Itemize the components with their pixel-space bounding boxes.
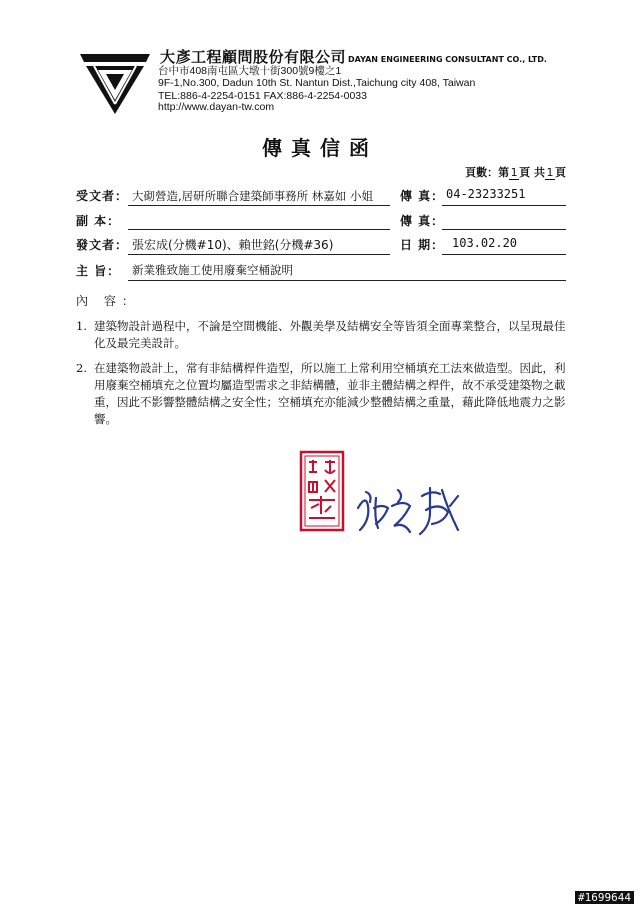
- sender-value: 張宏成(分機#10)、賴世銘(分機#36): [132, 238, 334, 252]
- company-contact: TEL:886-4-2254-0151 FAX:886-4-2254-0033: [158, 90, 367, 102]
- recipient-label: 受文者：: [76, 189, 129, 203]
- date-label: 日 期：: [400, 238, 445, 252]
- content-item-number: 1.: [76, 319, 87, 333]
- page-count-suffix: 頁: [555, 166, 566, 179]
- recipient-value: 大砌營造,居研所聯合建築師事務所 林嘉如 小姐: [132, 189, 373, 203]
- company-name-zh: 大彥工程顧問股份有限公司: [160, 48, 347, 66]
- date-underline: [442, 254, 566, 255]
- company-name-en: DAYAN ENGINEERING CONSULTANT CO., LTD.: [348, 55, 547, 64]
- page-current: 1: [510, 166, 518, 179]
- company-logo-icon: [80, 44, 150, 116]
- company-address-en: 9F-1,No.300, Dadun 10th St. Nantun Dist.,Taichung city 408, Taiwan: [158, 77, 476, 89]
- sender-underline: [128, 254, 390, 255]
- cc-label: 副 本：: [76, 214, 121, 228]
- content-item-text: 在建築物設計上，常有非結構桿件造型，所以施工上常利用空桶填充工法來做造型。因此，利用廢棄空桶填充之位置均屬造型需求之非結構體，並非主體結構之桿件，故不承受建築物之載重，因此不影響整體結構之安全性；空桶填充亦能減少整體結構之重量，藉此降低地震力之影響。: [94, 361, 566, 426]
- page-count-middle: 頁 共: [519, 166, 545, 179]
- sender-label: 發文者：: [76, 238, 129, 252]
- subject-underline: [128, 280, 566, 281]
- document-title: 傳真信函: [262, 136, 378, 160]
- subject-value: 新業雅致施工使用廢棄空桶說明: [132, 263, 293, 277]
- content-item-number: 2.: [76, 361, 87, 375]
- company-address-zh: 台中市408南屯區大墩十街300號9樓之1: [158, 65, 342, 77]
- content-item-2: [76, 360, 576, 428]
- content-item-text: 建築物設計過程中，不論是空間機能、外觀美學及結構安全等皆須全面專業整合，以呈現最佳化及最完美設計。: [94, 319, 566, 350]
- document-id: #1699644: [575, 891, 634, 904]
- fax2-underline: [442, 229, 566, 230]
- fax-label: 傳 真：: [400, 189, 445, 203]
- red-seal-stamp: [299, 450, 345, 532]
- company-website: http://www.dayan-tw.com: [158, 101, 275, 113]
- page-count: [465, 164, 566, 180]
- fax2-label: 傳 真：: [400, 214, 445, 228]
- content-item-1: [76, 318, 576, 352]
- fax-underline: [442, 205, 566, 206]
- page-count-prefix: 頁數：第: [465, 166, 510, 179]
- content-label: 內 容：: [76, 294, 140, 308]
- subject-label: 主 旨：: [76, 264, 121, 278]
- cc-underline: [128, 229, 390, 230]
- fax-value: 04-23233251: [446, 187, 526, 201]
- page-total: 1: [546, 166, 554, 179]
- date-value: 103.02.20: [452, 236, 518, 250]
- recipient-underline: [128, 205, 390, 206]
- handwritten-signature: [352, 478, 464, 542]
